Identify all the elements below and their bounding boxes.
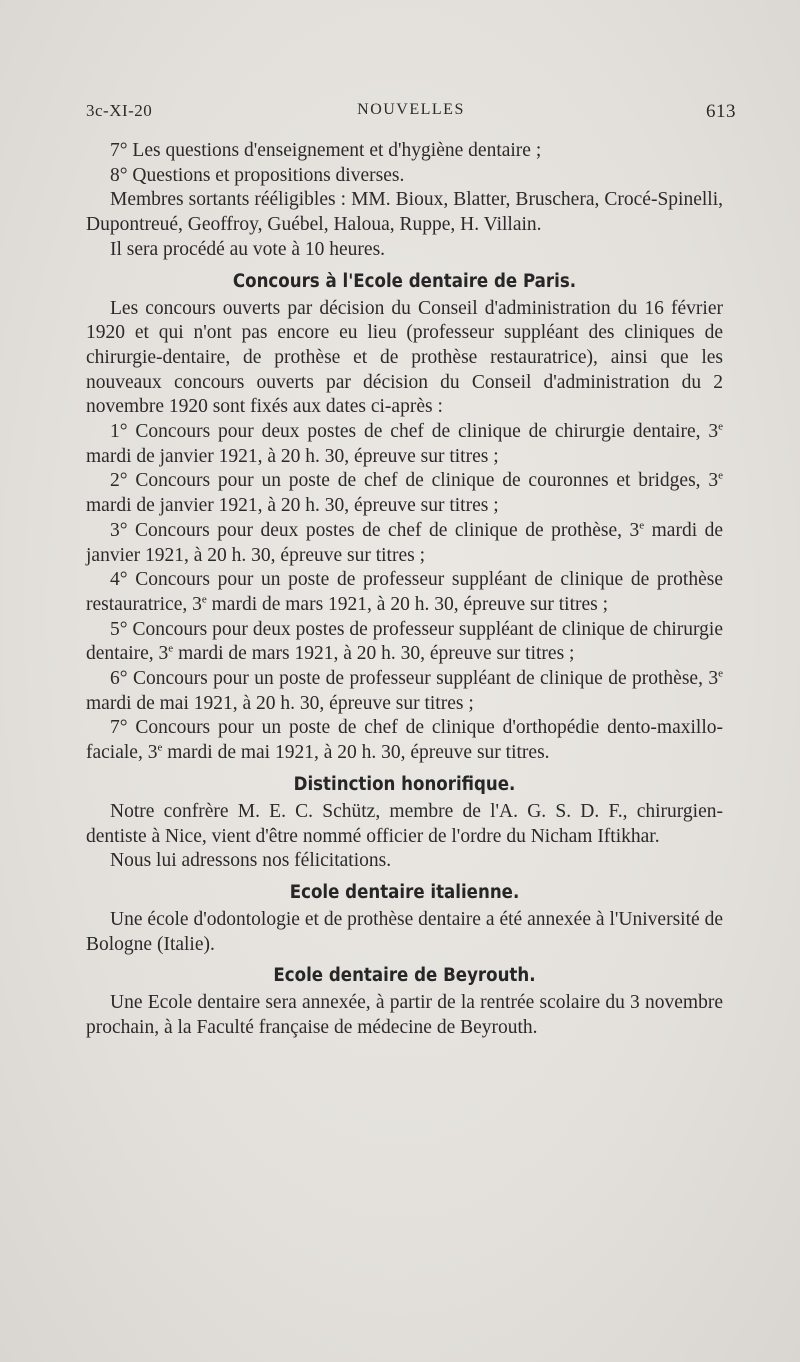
beyrouth-paragraph: Une Ecole dentaire sera annexée, à partir de la rentrée scolaire du 3 novembre prochain, à la Faculté française de médecine de Beyrouth. (86, 992, 723, 1039)
section-heading-italienne: Ecole dentaire italienne. (289, 881, 520, 903)
concours-item: 6° Concours pour un poste de professeur suppléant de clinique de prothèse, 3e mardi de mai 1921, à 20 h. 30, épreuve sur titres ; (86, 667, 723, 714)
distinction-paragraph: Nous lui adressons nos félicitations. (110, 850, 392, 872)
concours-item: 3° Concours pour deux postes de chef de clinique de prothèse, 3e mardi de janvier 1921, à 20 h. 30, épreuve sur titres ; (86, 519, 723, 566)
header-section-title: NOUVELLES (357, 101, 465, 118)
page-body (86, 139, 723, 1041)
page-number: 613 (706, 101, 736, 122)
concours-item: 5° Concours pour deux postes de professeur suppléant de clinique de chirurgie dentaire, 3e mardi de mars 1921, à 20 h. 30, épreuve sur titres ; (86, 618, 723, 665)
intro-paragraph: Membres sortants rééligibles : MM. Bioux, Blatter, Bruschera, Crocé-Spinelli, Dupontreué, Geoffroy, Guébel, Haloua, Ruppe, H. Villain. (86, 189, 723, 236)
section-heading-concours: Concours à l'Ecole dentaire de Paris. (232, 270, 577, 292)
intro-paragraph: 7° Les questions d'enseignement et d'hygiène dentaire ; (110, 140, 542, 161)
header-date: 3c-XI-20 (86, 101, 153, 120)
concours-item: 2° Concours pour un poste de chef de clinique de couronnes et bridges, 3e mardi de janvier 1921, à 20 h. 30, épreuve sur titres ; (86, 469, 723, 517)
concours-paragraph: Les concours ouverts par décision du Conseil d'administration du 16 février 1920 et qui n'ont pas encore eu lieu (professeur suppléant des cliniques de chirurgie-dentaire, de prothèse et de prothèse restauratrice), ainsi que les nouveaux concours ouverts par décision du Conseil d'administration du 2 novembre 1920 sont fixés aux dates ci-après : (86, 297, 723, 418)
running-header (86, 101, 736, 127)
concours-item: 7° Concours pour un poste de chef de clinique d'orthopédie dento-maxillo-faciale, 3e mardi de mai 1921, à 20 h. 30, épreuve sur titres. (86, 717, 723, 764)
italienne-paragraph: Une école d'odontologie et de prothèse dentaire a été annexée à l'Université de Bologne (Italie). (86, 908, 723, 955)
section-heading-beyrouth: Ecole dentaire de Beyrouth. (273, 965, 536, 987)
distinction-paragraph: Notre confrère M. E. C. Schütz, membre de l'A. G. S. D. F., chirurgien-dentiste à Nice, vient d'être nommé officier de l'ordre du Nicham Iftikhar. (86, 800, 723, 847)
intro-paragraph: Il sera procédé au vote à 10 heures. (110, 238, 386, 260)
concours-item: 1° Concours pour deux postes de chef de clinique de chirurgie dentaire, 3e mardi de janvier 1921, à 20 h. 30, épreuve sur titres ; (86, 420, 723, 467)
section-heading-distinction: Distinction honorifique. (293, 773, 516, 795)
concours-item: 4° Concours pour un poste de professeur suppléant de clinique de prothèse restauratrice, 3e mardi de mars 1921, à 20 h. 30, épreuve sur titres ; (86, 569, 723, 615)
intro-paragraph: 8° Questions et propositions diverses. (110, 164, 405, 186)
